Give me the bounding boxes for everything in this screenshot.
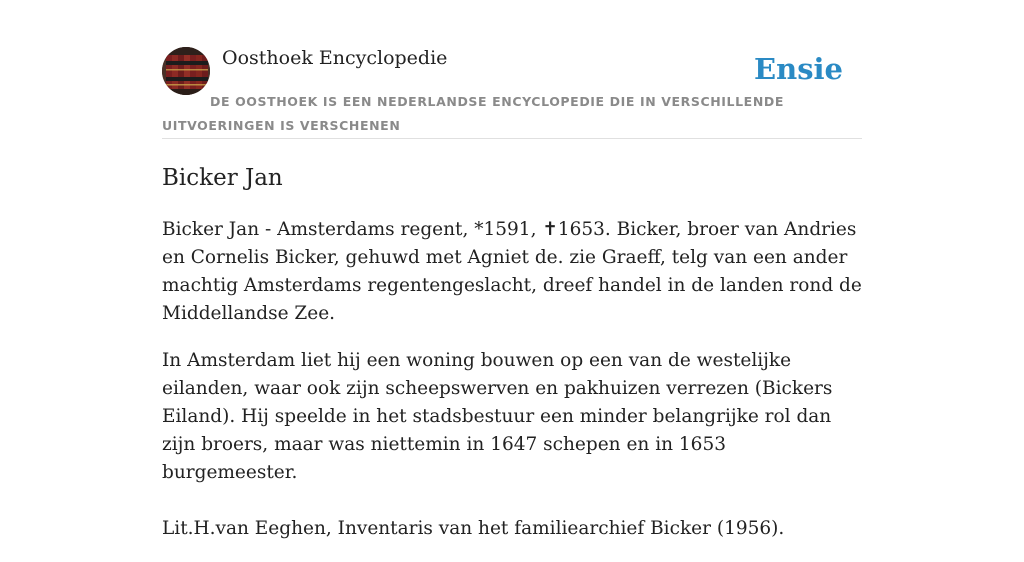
source-tagline: DE OOSTHOEK IS EEN NEDERLANDSE ENCYCLOPEDIE DIE IN VERSCHILLENDE UITVOERINGEN IS VERSCHENEN xyxy=(162,94,784,133)
article-title: Bicker Jan xyxy=(162,165,283,191)
source-avatar[interactable] xyxy=(162,47,210,95)
article-paragraph: Bicker Jan - Amsterdams regent, *1591, ✝1653. Bicker, broer van Andries en Cornelis Bicker, gehuwd met Agniet de. zie Graeff, telg van een ander machtig Amsterdams regentengeslacht, dreef handel in de landen rond de Middellandse Zee. xyxy=(162,219,862,324)
article-body xyxy=(162,216,862,562)
source-name-link[interactable]: Oosthoek Encyclopedie xyxy=(222,47,448,69)
source-header xyxy=(162,46,862,139)
encyclopedia-books-icon xyxy=(162,47,210,95)
ensie-logo-link[interactable]: Ensie xyxy=(754,52,843,86)
article-literature: Lit.H.van Eeghen, Inventaris van het familiearchief Bicker (1956). xyxy=(162,518,785,539)
article-paragraph: In Amsterdam liet hij een woning bouwen op een van de westelijke eilanden, waar ook zijn scheepswerven en pakhuizen verrezen (Bickers Eiland). Hij speelde in het stadsbestuur een minder belangrijke rol dan zijn broers, maar was niettemin in 1647 schepen en in 1653 burgemeester. xyxy=(162,350,833,483)
